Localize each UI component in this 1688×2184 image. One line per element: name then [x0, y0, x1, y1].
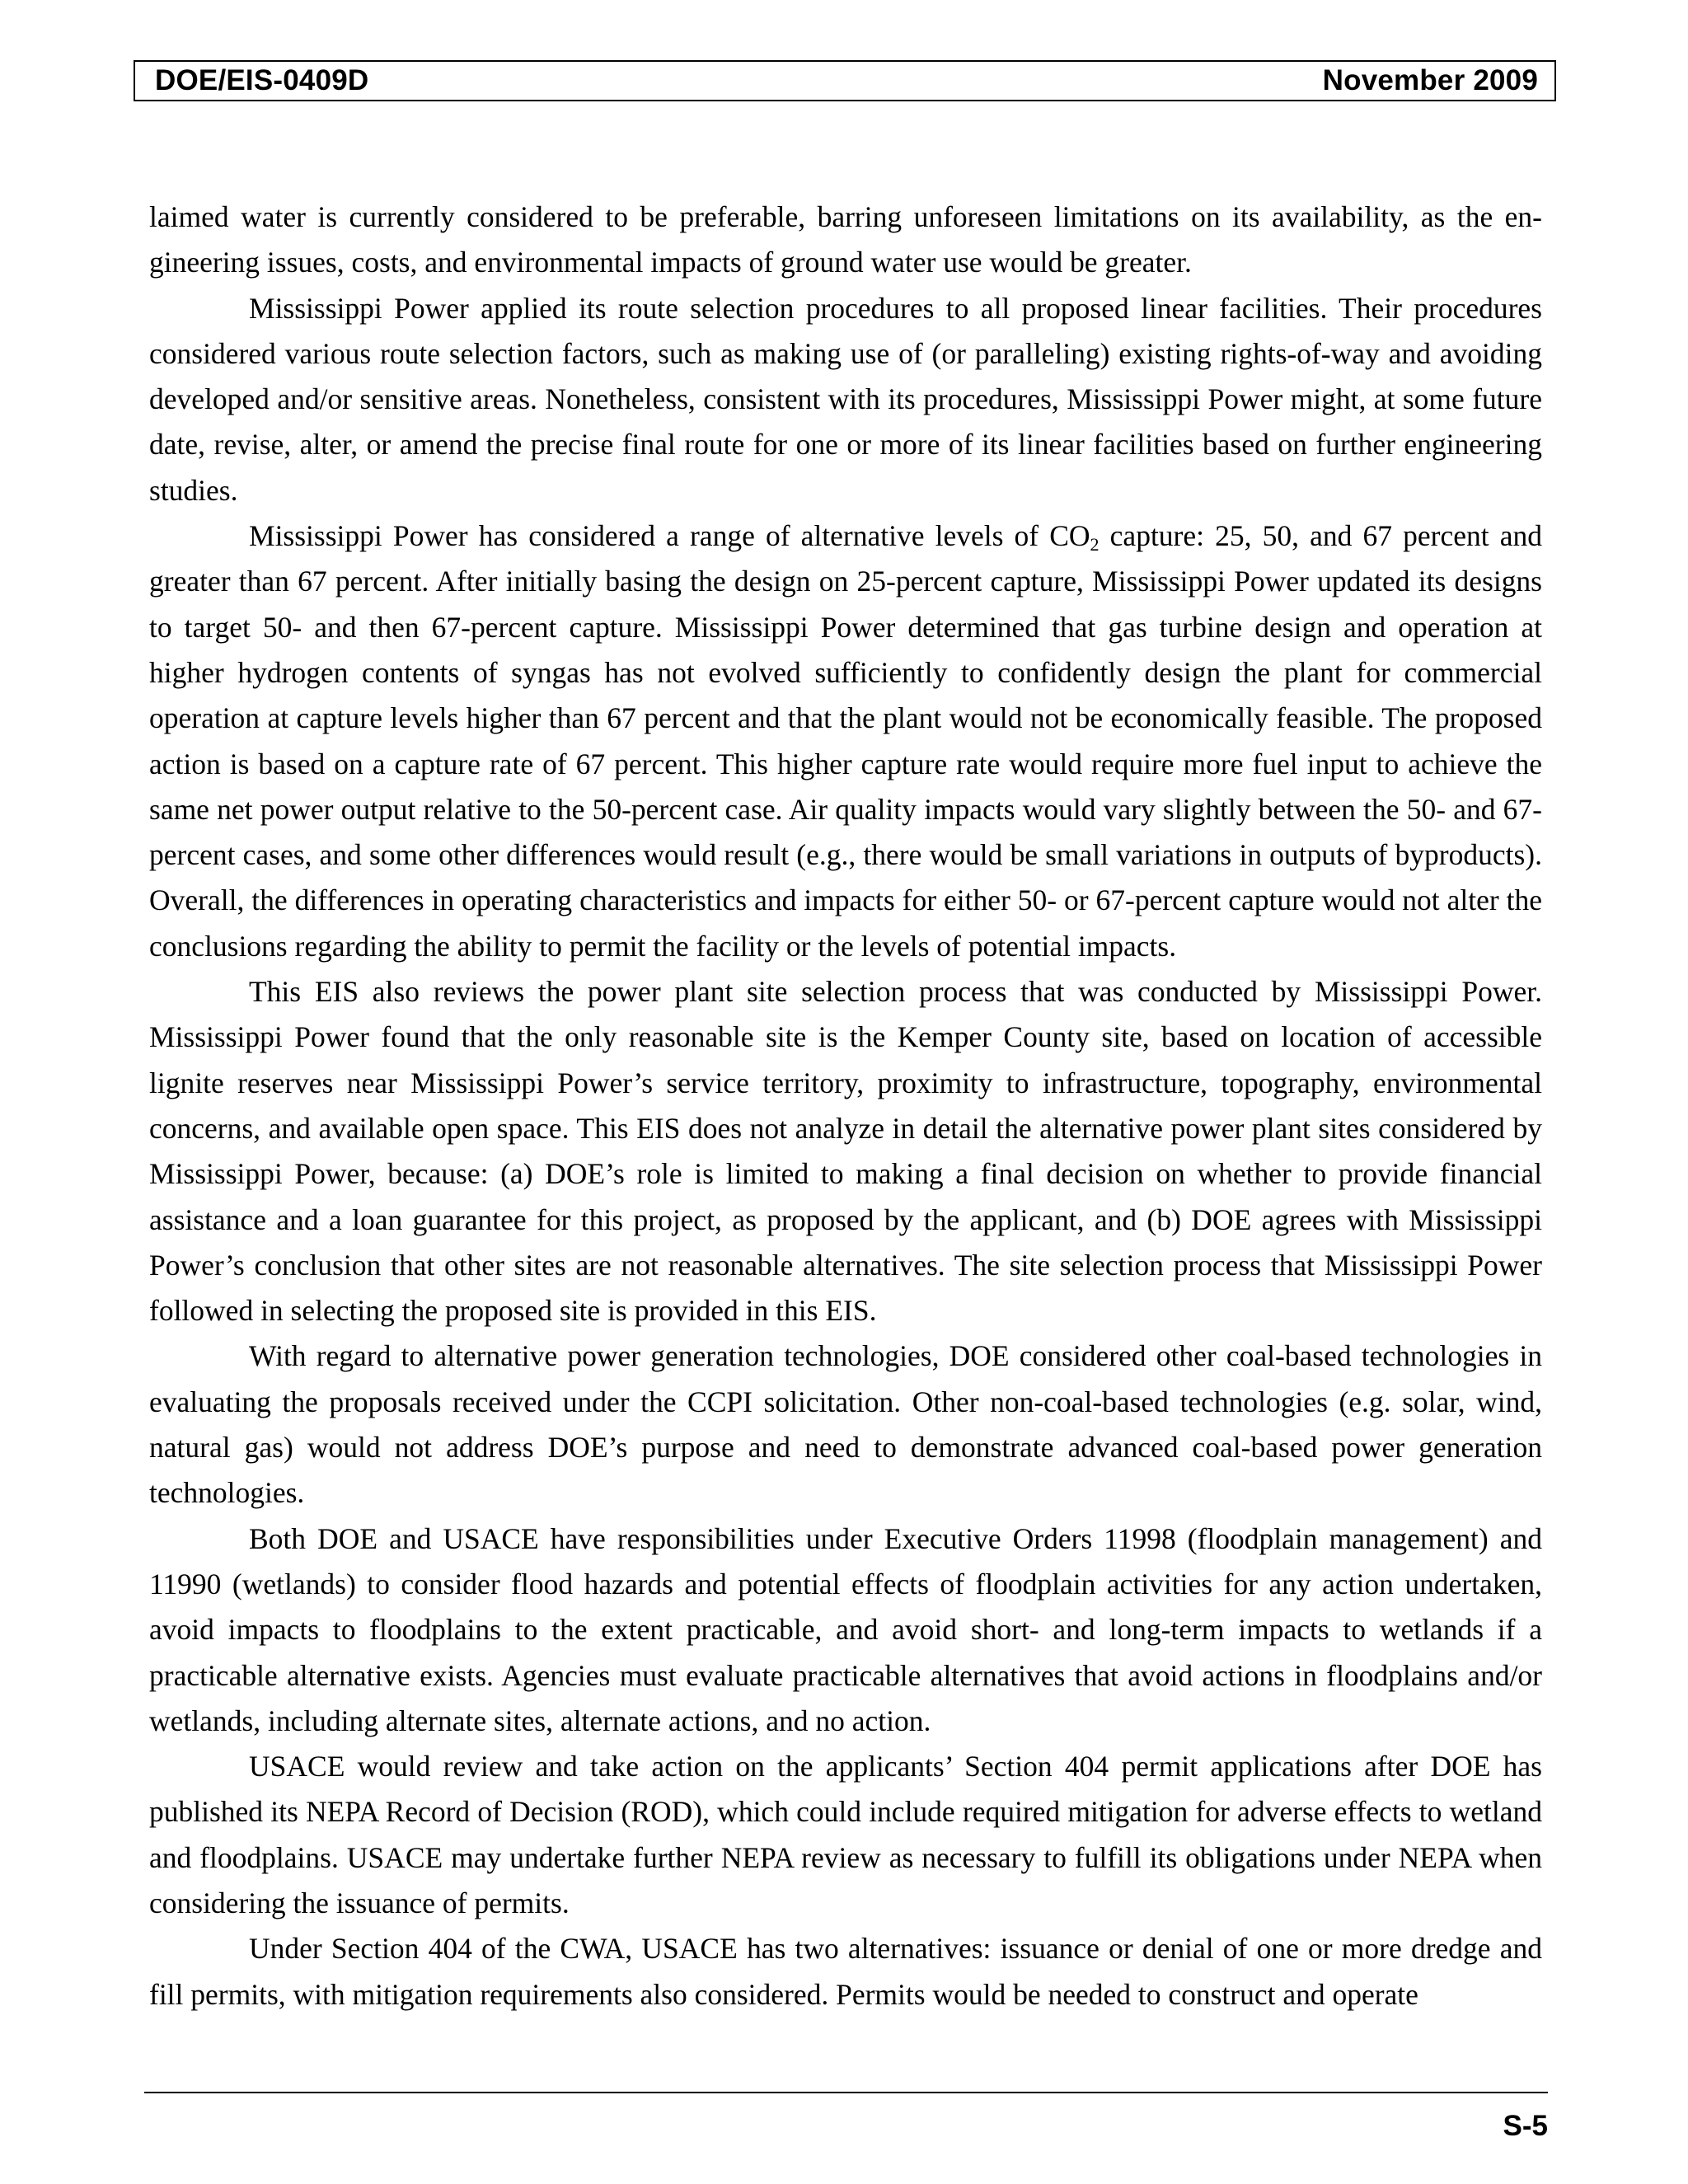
- co2-text-after: capture: 25, 50, and 67 percent and greater than 67 percent. After initially basing the design on 25-percent capture, Mississippi Power updated its designs to target 50- and then 67-percent capture. Mississippi Power determined that gas turbine design and operation at higher hydrogen contents of syngas has not evolved sufficiently to confidently design the plant for commercial operation at capture levels higher than 67 percent and that the plant would not be economically feasible. The proposed action is based on a capture rate of 67 percent. This higher capture rate would require more fuel input to achieve the same net power output relative to the 50-percent case. Air quality impacts would vary slightly between the 50- and 67-percent cases, and some other differences would result (e.g., there would be small variations in outputs of byproducts). Overall, the differences in operating characteristics and impacts for either 50- or 67-percent capture would not alter the conclusions regarding the ability to permit the facility or the levels of potential impacts.: [149, 519, 1542, 963]
- paragraph-usace-review: USACE would review and take action on the applicants’ Section 404 permit applications after DOE has published its NEPA Record of Decision (ROD), which could include required mitigation for adverse effects to wetland and floodplains. USACE may undertake further NEPA review as necessary to fulfill its obligations under NEPA when considering the issuance of permits.: [149, 1750, 1542, 1919]
- document-date: November 2009: [1322, 64, 1538, 96]
- co2-subscript: 2: [1090, 534, 1100, 555]
- paragraph-generation-technologies: With regard to alternative power generation technologies, DOE considered other coal-based technologies in evaluating the proposals received under the CCPI solicitation. Other non-coal-based technologies (e.g. solar, wind, natural gas) would not address DOE’s purpose and need to demonstrate advanced coal-based power generation technologies.: [149, 1339, 1542, 1510]
- paragraph-executive-orders: Both DOE and USACE have responsibilities under Executive Orders 11998 (floodplain management) and 11990 (wetlands) to consider flood hazards and potential effects of floodplain activities for any action undertaken, avoid impacts to floodplains to the extent practicable, and avoid short- and long-term impacts to wetlands if a practicable alternative exists. Agencies must evaluate practicable alternatives that avoid actions in floodplains and/or wetlands, including alternate sites, alternate actions, and no action.: [149, 1521, 1542, 1737]
- paragraph-site-selection: This EIS also reviews the power plant site selection process that was conducted by Mississippi Power. Mississippi Power found that the only reasonable site is the Kemper County site, based on location of accessible lignite reserves near Mississippi Power’s service territory, proximity to infrastructure, topography, environmental concerns, and available open space. This EIS does not analyze in detail the alternative power plant sites considered by Mississippi Power, because: (a) DOE’s role is limited to making a final decision on whether to provide financial assistance and a loan guarantee for this project, as proposed by the applicant, and (b) DOE agrees with Mississippi Power’s conclusion that other sites are not reasonable alternatives. The site selection process that Mississippi Power followed in selecting the proposed site is provided in this EIS.: [149, 975, 1542, 1328]
- footer-divider: [144, 2092, 1548, 2093]
- paragraph-continuation: laimed water is currently considered to be preferable, barring unforeseen limitations on its availability, as the engineering issues, costs, and environmental impacts of ground water use would be greater.: [149, 200, 1542, 279]
- body-text: [149, 194, 1542, 2018]
- document-id: DOE/EIS-0409D: [155, 64, 369, 96]
- co2-text-before: Mississippi Power has considered a range of alternative levels of CO: [249, 519, 1090, 553]
- paragraph-route-selection: Mississippi Power applied its route selection procedures to all proposed linear facilities. Their procedures considered various route selection factors, such as making use of (or paralleling) existing rights-of-way and avoiding developed and/or sensitive areas. Nonetheless, consistent with its procedures, Mississippi Power might, at some future date, revise, alter, or amend the precise final route for one or more of its linear facilities based on further engineering studies.: [149, 291, 1542, 507]
- paragraph-co2-capture: [149, 513, 1542, 969]
- paragraph-section-404: Under Section 404 of the CWA, USACE has two alternatives: issuance or denial of one or more dredge and fill permits, with mitigation requirements also considered. Permits would be needed to construct and operate: [149, 1932, 1542, 2011]
- page-number: S-5: [1503, 2110, 1548, 2142]
- running-header: [134, 60, 1556, 101]
